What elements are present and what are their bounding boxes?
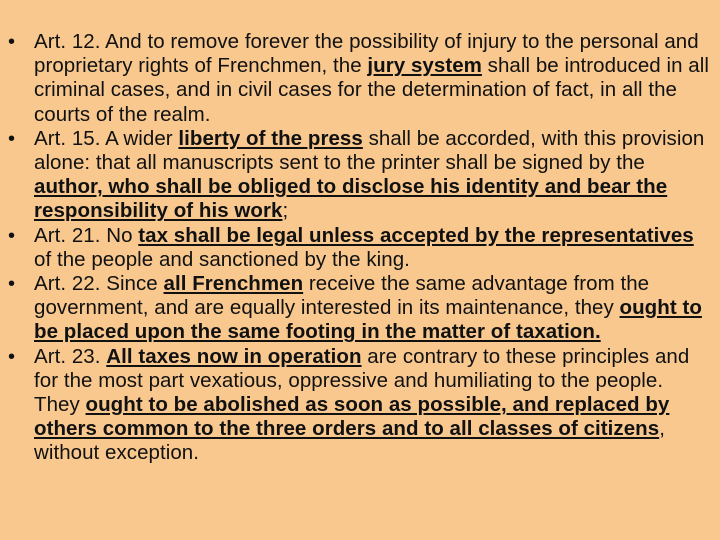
bullet-item [4,30,714,127]
bullet-dot-icon: • [8,127,16,150]
bullet-item [4,345,714,466]
bullet-text: shall be introduced in all criminal cases, and in civil cases for the determination of fact, in all the courts of the realm. [34,54,709,126]
bullet-text: , without exception. [34,417,665,465]
highlighted-phrase: All taxes now in operation [106,344,362,368]
bullet-dot-icon: • [8,273,16,296]
bullet-list [4,30,714,466]
bullet-text: shall be accorded, with this provision alone: that all manuscripts sent to the printer shall be signed by the [34,126,705,175]
bullet-text: Art. 12. And to remove forever the possibility of injury to the personal and proprietary rights of Frenchmen, the [34,30,699,78]
bullet-dot-icon: • [8,345,16,368]
bullet-dot-icon: • [8,224,16,247]
bullet-text: are contrary to these principles and for the most part vexatious, oppressive and humiliating to the people. They [34,344,690,417]
highlighted-phrase: tax shall be legal unless accepted by the representatives [138,223,694,247]
bullet-item [4,224,714,272]
highlighted-phrase: author, who shall be obliged to disclose his identity and bear the responsibility of his work [34,175,668,223]
bullet-text: Art. 23. [34,344,107,368]
highlighted-phrase: jury system [367,54,482,78]
bullet-text: ; [282,199,289,223]
highlighted-phrase: all Frenchmen [163,272,304,296]
highlighted-phrase: liberty of the press [178,126,363,150]
highlighted-phrase: ought to be placed upon the same footing in the matter of taxation. [34,296,702,344]
bullet-text: Art. 22. Since [34,272,164,296]
bullet-text: Art. 15. A wider [34,126,179,150]
bullet-item [4,127,714,224]
highlighted-phrase: ought to be abolished as soon as possible, and replaced by others common to the three orders and to all classes of citizens [34,393,670,441]
bullet-text: receive the same advantage from the government, and are equally interested in its maintenance, they [34,272,650,320]
bullet-item [4,272,714,345]
bullet-text: Art. 21. No [34,223,139,247]
bullet-text: of the people and sanctioned by the king. [34,247,410,271]
bullet-dot-icon: • [8,31,16,53]
